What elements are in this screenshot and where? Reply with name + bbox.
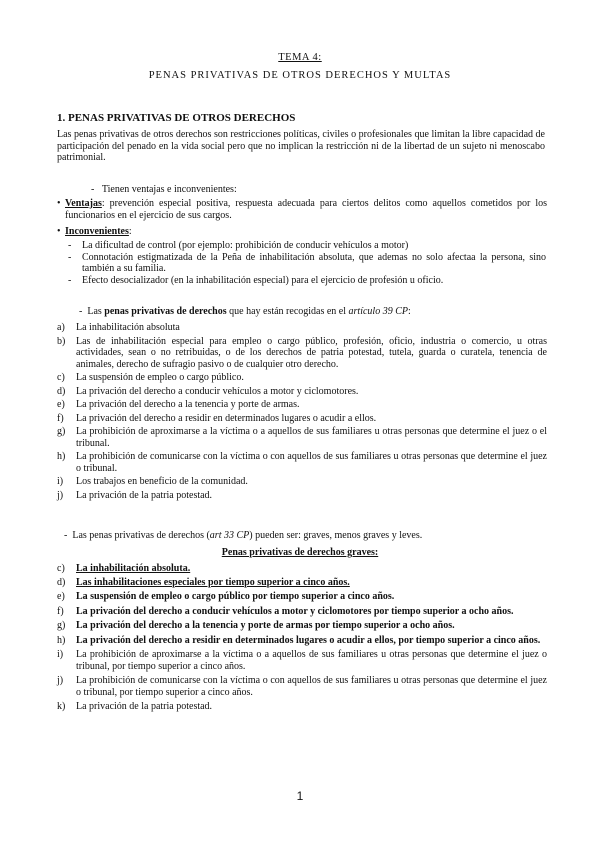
list-item-text: Las de inhabilitación especial para empleo o cargo público, profesión, oficio, industria o comercio, u otras actividades, sean o no retribuidas, o de los derechos de patria potestad, tutela, guarda o curatela, tenencia de animales, derecho de sufragio pasivo o de cualquier otro derecho. <box>76 335 547 370</box>
list-item <box>57 606 547 618</box>
list-marker: d) <box>57 576 66 588</box>
list-item <box>57 649 547 672</box>
graves-subheading: Penas privativas de derechos graves: <box>221 547 379 558</box>
list-marker: j) <box>57 675 64 686</box>
list-marker: c) <box>57 372 65 383</box>
list-marker: g) <box>57 426 66 437</box>
ventajas-item <box>57 198 547 221</box>
list-item: - La dificultad de control (por ejemplo: prohibición de conducir vehículos a motor) <box>68 240 409 251</box>
list-item <box>57 322 547 334</box>
dash-marker: - <box>91 184 95 195</box>
list-item-text: La prohibición de aproximarse a la víctima o a aquellos de sus familiares u otras personas que determine el juez o el tribunal. <box>76 426 547 449</box>
list-item: - Efecto desocializador (en la inhabilitación especial) para el ejercicio de profesión u oficio. <box>68 274 444 286</box>
list-item <box>57 620 547 632</box>
list-marker: j) <box>57 489 64 501</box>
document-title: TEMA 4: <box>278 52 322 63</box>
list-marker: f) <box>57 412 64 424</box>
inconvenientes-list <box>68 240 546 286</box>
list-item <box>57 591 547 603</box>
list-item-text: La privación de la patria potestad. <box>76 701 213 712</box>
pros-cons-lead <box>91 184 237 196</box>
list-item <box>57 386 547 398</box>
list-item-text: La privación del derecho a la tenencia y porte de armas por tiempo superior a ocho años. <box>76 620 455 631</box>
art39-lead: - Las penas privativas de derechos que hay están recogidas en el artículo 39 CP: <box>79 306 411 317</box>
art33-lead: - Las penas privativas de derechos (art 33 CP) pueden ser: graves, menos graves y leves. <box>64 530 423 541</box>
list-item-text: La prohibición de aproximarse a la víctima o a aquellos de sus familiares u otras personas que determine el juez o tribunal, por tiempo superior a cinco años. <box>76 649 547 672</box>
list-item <box>57 476 547 488</box>
list-marker: i) <box>57 649 64 660</box>
list-item <box>57 635 547 647</box>
page-number: 1 <box>296 789 304 803</box>
list-item <box>57 577 547 589</box>
list-item-text: La privación del derecho a conducir vehículos a motor y ciclomotores por tiempo superior a ocho años. <box>76 605 514 617</box>
list-item-text: La suspensión de empleo o cargo público por tiempo superior a cinco años. <box>76 591 395 602</box>
list-marker: h) <box>57 451 66 462</box>
pros-cons-text: Tienen ventajas e inconvenientes: <box>101 184 237 195</box>
list-item-text: La prohibición de comunicarse con la víctima o con aquellos de sus familiares u otras personas que determine el juez o tribunal, por tiempo superior a cinco años. <box>76 675 547 698</box>
inconvenientes-label: Inconvenientes <box>65 226 129 237</box>
list-item-text: La privación del derecho a conducir vehículos a motor y ciclomotores. <box>76 385 359 397</box>
list-marker: a) <box>57 322 65 333</box>
list-item <box>57 701 547 713</box>
list-item-text: La inhabilitación absoluta. <box>76 563 191 574</box>
bullet-marker: • <box>57 198 61 209</box>
list-item <box>57 372 547 384</box>
list-item-text: La prohibición de comunicarse con la víctima o con aquellos de sus familiares u otras personas que determine el juez o tribunal. <box>76 451 547 474</box>
list-marker: b) <box>57 335 66 347</box>
intro-paragraph: Las penas privativas de otros derechos son restricciones políticas, civiles o profesionales que limitan la libre capacidad de participación del penado en la vida social pero que no implican la restricción ni de la libertad de un sujeto ni menoscabo patrimonial. <box>57 129 545 163</box>
list-item <box>57 426 547 449</box>
list-marker: h) <box>57 634 66 646</box>
list-item <box>57 490 547 502</box>
section-heading: 1. PENAS PRIVATIVAS DE OTROS DERECHOS <box>57 112 296 124</box>
list-item-text: Los trabajos en beneficio de la comunidad. <box>76 476 248 487</box>
list-marker: k) <box>57 701 66 712</box>
list-item-text: La privación del derecho a la tenencia y porte de armas. <box>76 399 300 410</box>
list-item <box>57 336 547 371</box>
list-marker: c) <box>57 563 65 574</box>
ventajas-text: : prevención especial positiva, respuesta adecuada para ciertos delitos como aquellos cometidos por los funcionarios en el ejercicio de sus cargos. <box>65 198 547 221</box>
list-item <box>57 675 547 698</box>
list-item-text: Las inhabilitaciones especiales por tiempo superior a cinco años. <box>76 576 350 588</box>
list-item-text: La privación del derecho a residir en determinados lugares o acudir a ellos. <box>76 412 377 424</box>
list-item: - Connotación estigmatizada de la Peña de inhabilitación absoluta, que ademas no solo afectaa la persona, sino también a su familia. <box>68 251 546 274</box>
list-item <box>57 451 547 474</box>
list-item <box>57 413 547 425</box>
list-marker: d) <box>57 385 66 397</box>
art39-list <box>57 322 547 501</box>
list-item <box>57 563 547 575</box>
list-item-text: La inhabilitación absoluta <box>76 322 180 333</box>
list-marker: e) <box>57 399 65 410</box>
inconvenientes-item: • Inconvenientes: <box>57 226 132 237</box>
list-marker: i) <box>57 476 64 487</box>
list-marker: f) <box>57 605 64 617</box>
list-item-text: La privación de la patria potestad. <box>76 489 213 501</box>
list-marker: e) <box>57 591 65 602</box>
list-item-text: La suspensión de empleo o cargo público. <box>76 372 244 383</box>
bullet-marker: • <box>57 226 61 237</box>
list-item-text: La privación del derecho a residir en determinados lugares o acudir a ellos, por tiempo superior a cinco años. <box>76 634 541 646</box>
list-marker: g) <box>57 620 66 631</box>
ventajas-label: Ventajas <box>65 198 102 209</box>
list-item <box>57 399 547 411</box>
document-subtitle: PENAS PRIVATIVAS DE OTROS DERECHOS Y MULTAS <box>148 70 452 81</box>
art33-list <box>57 563 547 713</box>
